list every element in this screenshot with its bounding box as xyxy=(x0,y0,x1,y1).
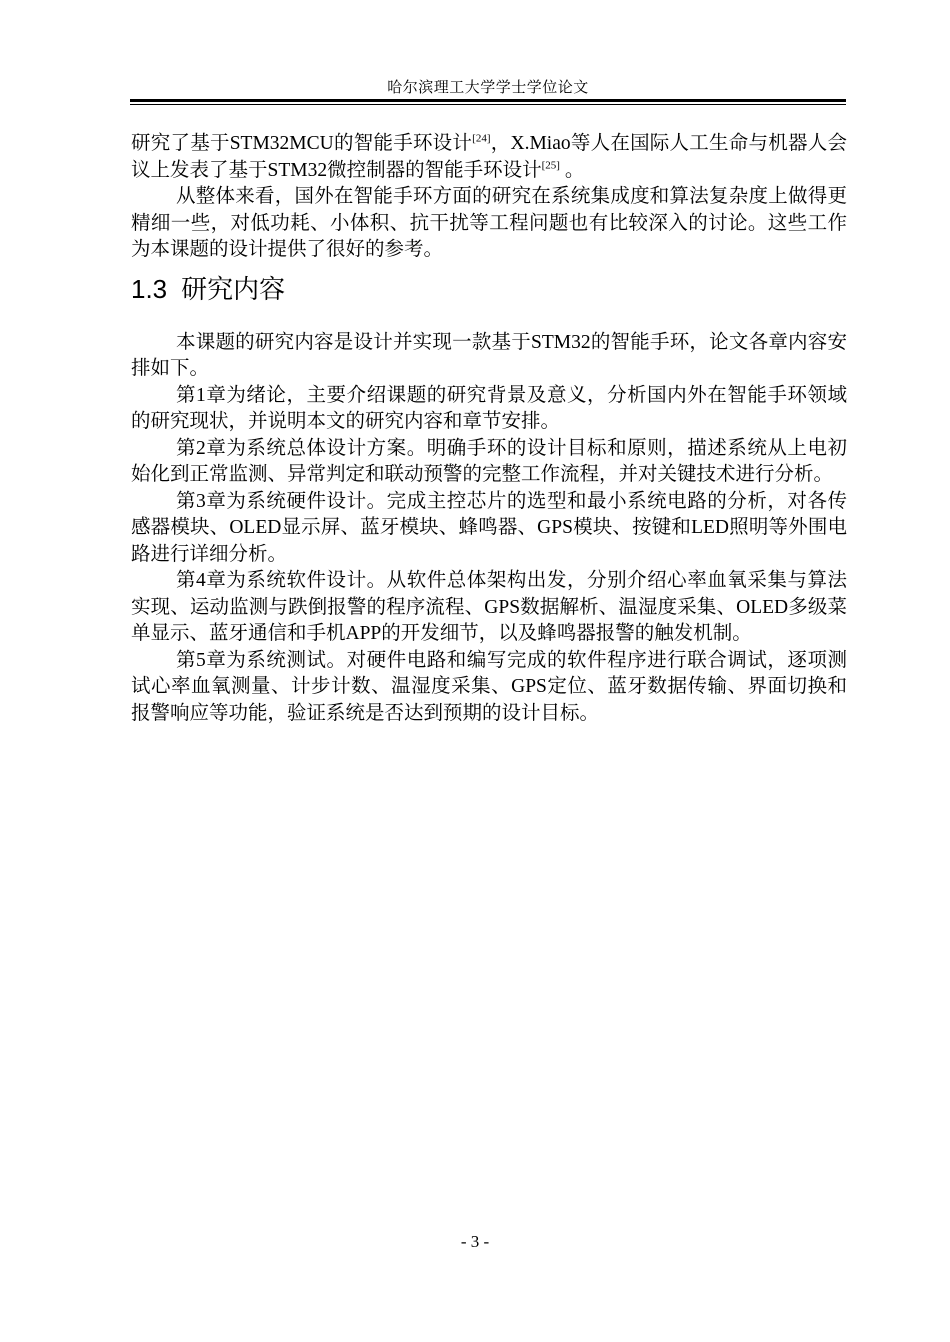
citation-ref: [25] xyxy=(541,159,560,171)
paragraph xyxy=(131,131,847,184)
paragraph-text: 研究了基于STM32MCU的智能手环设计 xyxy=(131,133,473,154)
paragraph-text: ，X.Miao等人在国际人工生命与机器人会议上发表了基于STM32微控制器的智能手环设计 xyxy=(131,133,847,181)
paragraph-text: 。 xyxy=(559,159,585,181)
paragraph: 第1章为绪论，主要介绍课题的研究背景及意义，分析国内外在智能手环领域的研究现状，并说明本文的研究内容和章节安排。 xyxy=(131,384,847,432)
body-text xyxy=(131,131,847,727)
citation-ref: [24] xyxy=(472,132,491,145)
page-number: - 3 - xyxy=(460,1232,490,1251)
paragraph: 从整体来看，国外在智能手环方面的研究在系统集成度和算法复杂度上做得更精细一些，对低功耗、小体积、抗干扰等工程问题也有比较深入的讨论。这些工作为本课题的设计提供了很好的参考。 xyxy=(131,186,847,260)
paragraph: 第4章为系统软件设计。从软件总体架构出发，分别介绍心率血氧采集与算法实现、运动监测与跌倒报警的程序流程、GPS数据解析、温湿度采集、OLED多级菜单显示、蓝牙通信和手机APP的开发细节，以及蜂鸣器报警的触发机制。 xyxy=(131,570,847,644)
section-number: 1.3 xyxy=(131,273,168,304)
paragraph: 本课题的研究内容是设计并实现一款基于STM32的智能手环，论文各章内容安排如下。 xyxy=(131,331,847,379)
paragraph: 第3章为系统硬件设计。完成主控芯片的选型和最小系统电路的分析，对各传感器模块、OLED显示屏、蓝牙模块、蜂鸣器、GPS模块、按键和LED照明等外围电路进行详细分析。 xyxy=(131,490,847,565)
section-title: 研究内容 xyxy=(181,273,286,304)
paragraph: 第5章为系统测试。对硬件电路和编写完成的软件程序进行联合调试，逐项测试心率血氧测量、计步计数、温湿度采集、GPS定位、蓝牙数据传输、界面切换和报警响应等功能，验证系统是否达到预期的设计目标。 xyxy=(131,649,847,724)
header-rule-thick xyxy=(130,99,846,102)
running-header: 哈尔滨理工大学学士学位论文 xyxy=(387,80,589,96)
section-heading xyxy=(131,272,847,306)
paragraph: 第2章为系统总体设计方案。明确手环的设计目标和原则，描述系统从上电初始化到正常监测、异常判定和联动预警的完整工作流程，并对关键技术进行分析。 xyxy=(131,437,847,485)
header-rule-thin xyxy=(130,104,846,105)
